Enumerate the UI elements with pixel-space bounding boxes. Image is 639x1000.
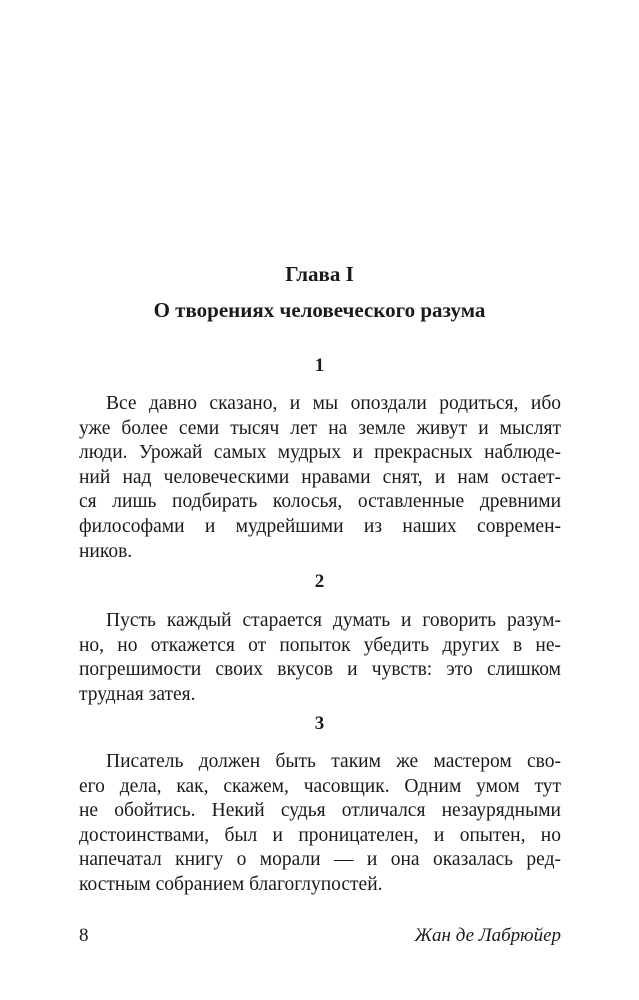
- text-line: костным собранием благоглупостей.: [79, 873, 383, 895]
- chapter-label: Глава I: [285, 262, 354, 286]
- text-line: ся лишь подбирать колосья, оставленные древними: [79, 491, 561, 513]
- text-line: ников.: [79, 540, 133, 562]
- running-title: Жан де Лабрюйер: [414, 925, 561, 946]
- text-line: люди. Урожай самых мудрых и прекрасных наблюде-: [79, 442, 561, 464]
- text-line: достоинствами, был и проницателен, и опытен, но: [79, 824, 561, 846]
- paragraph: [79, 609, 561, 707]
- text-line: ний над человеческими нравами снят, и нам остает-: [79, 466, 561, 488]
- text-line: философами и мудрейшими из наших современ-: [79, 515, 561, 537]
- text-line: не обойтись. Некий судья отличался незаурядными: [79, 800, 561, 822]
- chapter-heading: [0, 256, 639, 328]
- paragraph: [79, 750, 561, 898]
- text-line: трудная затея.: [79, 683, 196, 705]
- chapter-title: О творениях человеческого разума: [153, 298, 486, 322]
- section-number: 1: [314, 355, 325, 376]
- text-line: Все давно сказано, и мы опоздали родиться, ибо: [106, 393, 561, 414]
- page-number: 8: [79, 925, 89, 946]
- text-line: погрешимости своих вкусов и чувств: это слишком: [79, 659, 561, 681]
- text-line: но, но откажется от попыток убедить других в не-: [79, 634, 561, 656]
- text-line: его дела, как, скажем, часовщик. Одним умом тут: [79, 775, 561, 797]
- section-number: 3: [314, 713, 325, 734]
- text-line: Пусть каждый старается думать и говорить разум-: [106, 610, 561, 631]
- text-line: уже более семи тысяч лет на земле живут и мыслят: [79, 417, 561, 439]
- text-line: Писатель должен быть таким же мастером сво-: [106, 751, 561, 772]
- paragraph: [79, 392, 561, 564]
- text-line: напечатал книгу о морали — и она оказалась ред-: [79, 849, 561, 871]
- section-number: 2: [314, 571, 325, 592]
